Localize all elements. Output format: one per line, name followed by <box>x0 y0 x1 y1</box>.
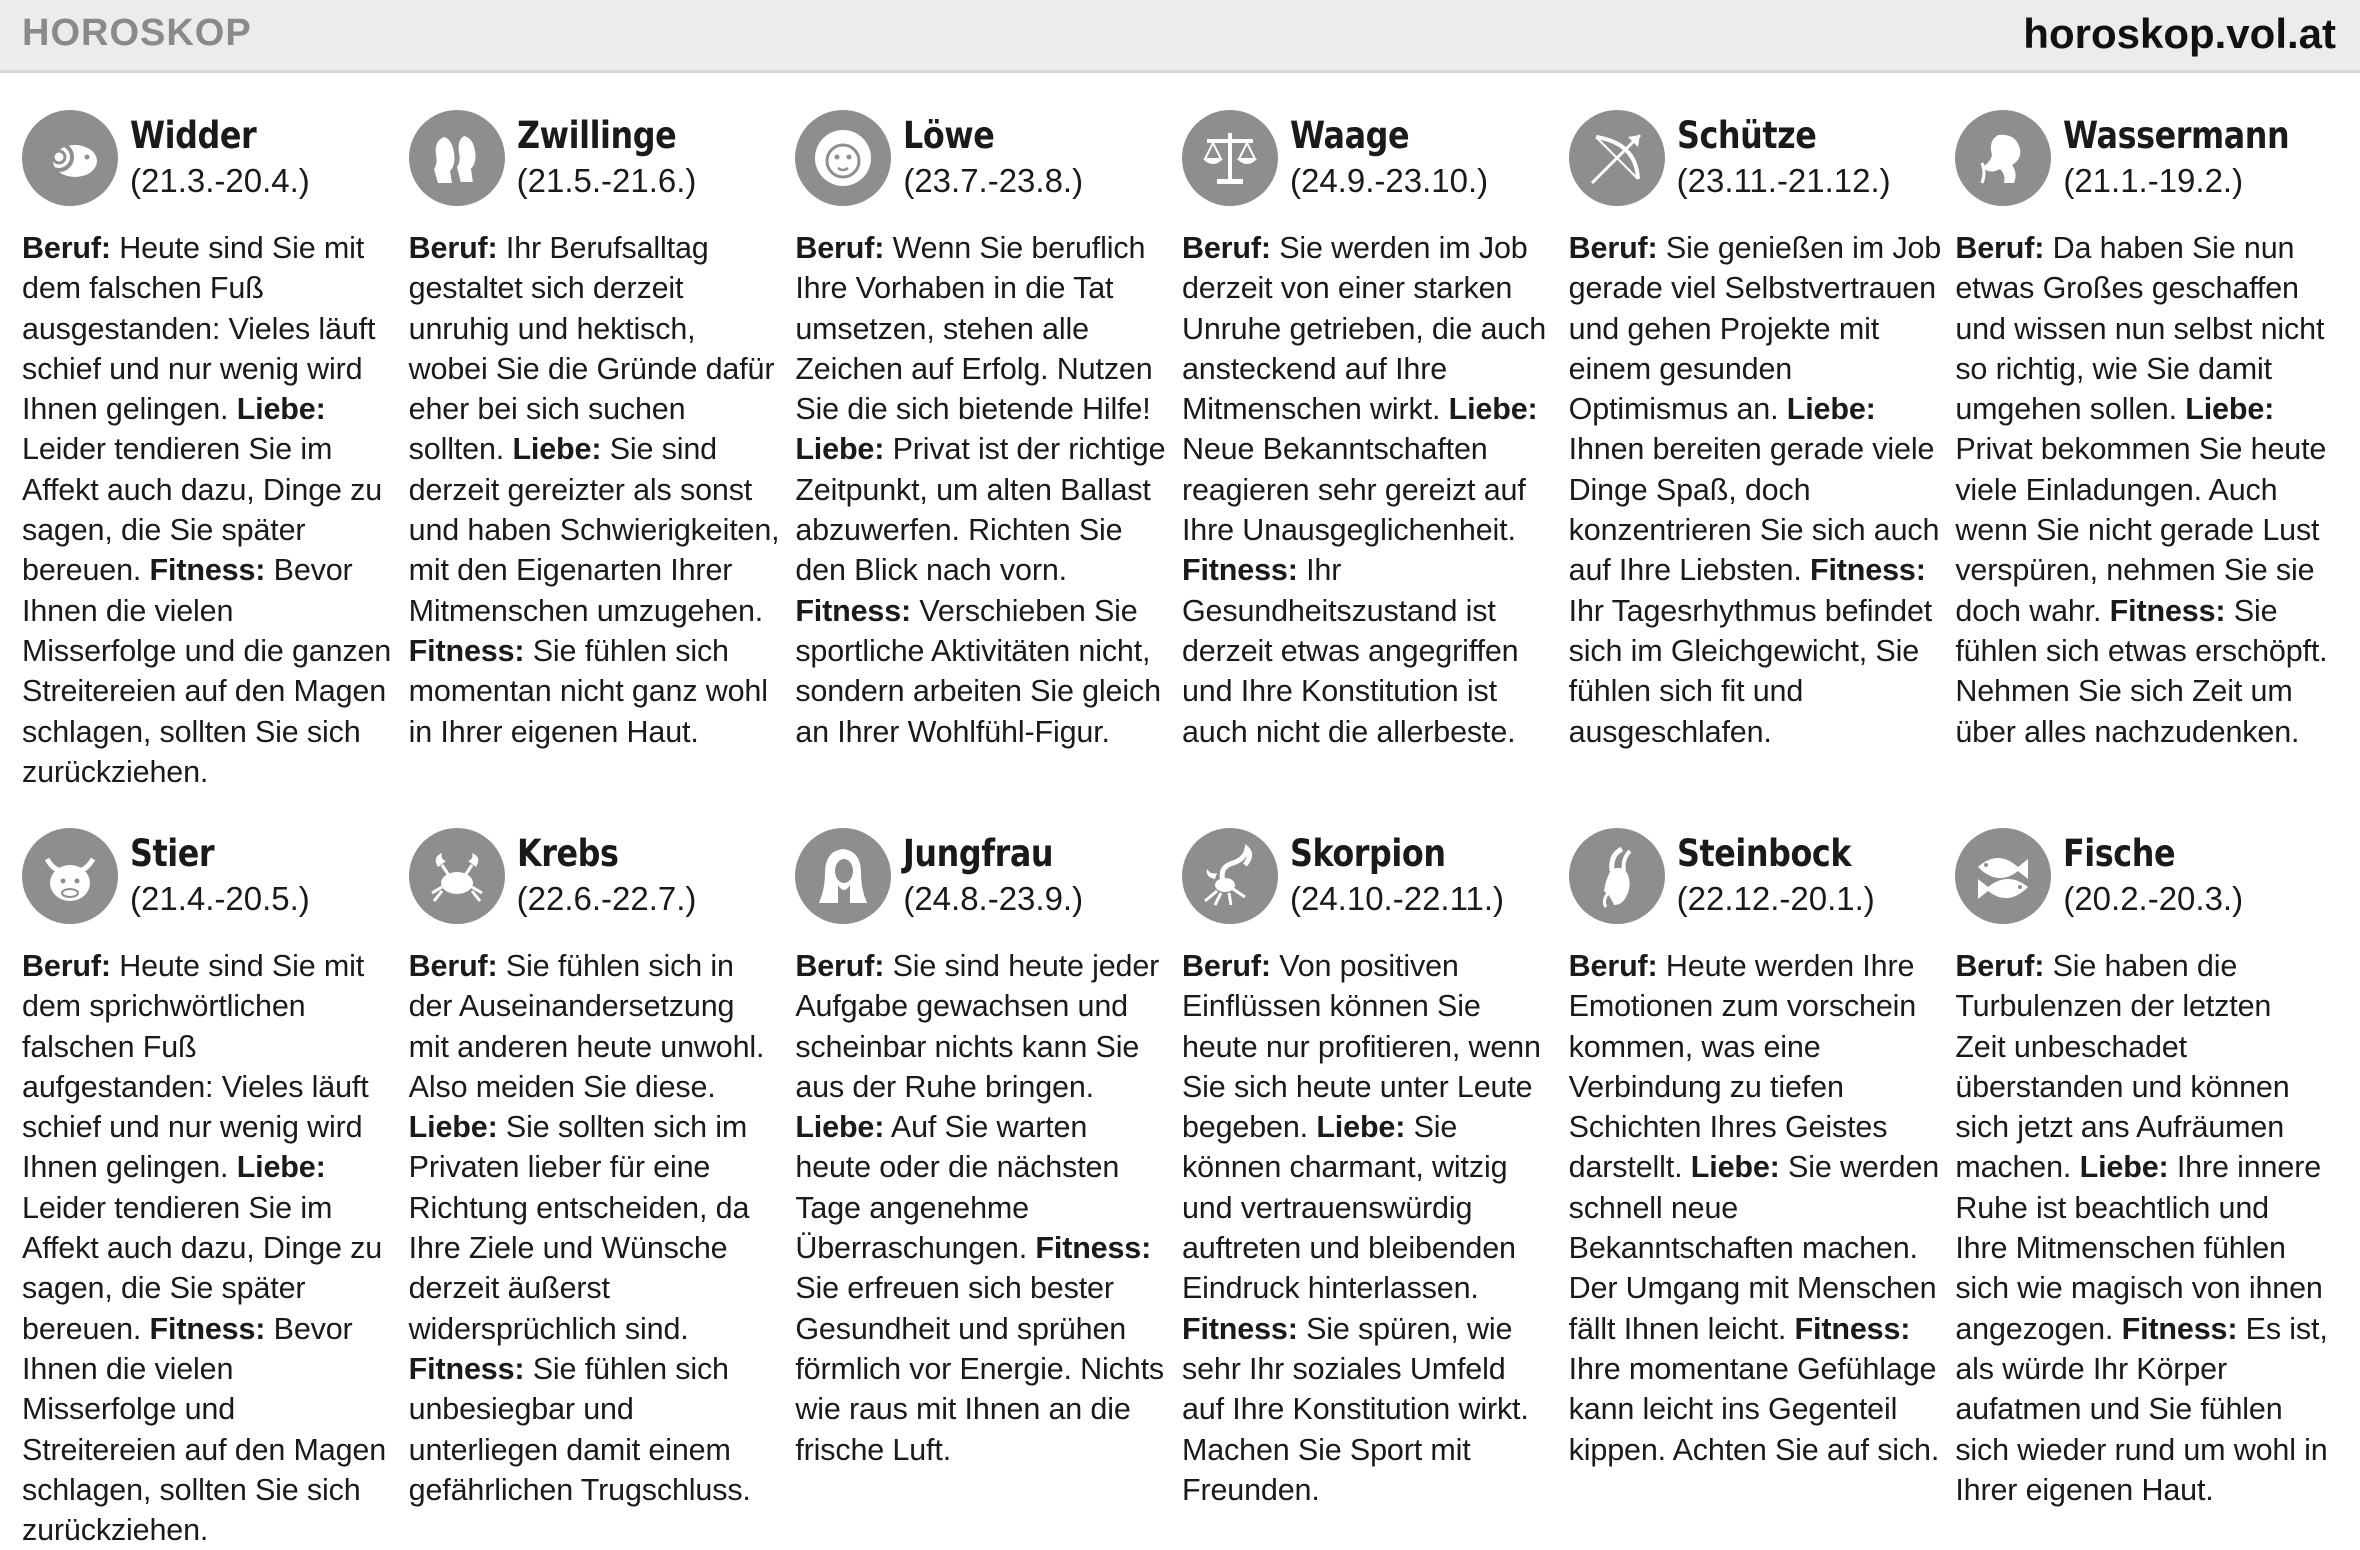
sign-dates: (21.1.-19.2.) <box>2063 162 2244 199</box>
liebe-label: Liebe: <box>1786 392 1876 427</box>
fitness-label: Fitness: <box>149 1311 266 1346</box>
fitness-text: Ihr Gesundheitszustand ist derzeit etwas angegriffen und Ihre Konstitution ist auch nicht die allerbeste. <box>1181 553 1519 749</box>
liebe-label: Liebe: <box>408 1110 498 1145</box>
sign-header <box>1955 104 2328 214</box>
sign-name: Jungfrau <box>903 832 1054 875</box>
sign-header <box>409 104 782 214</box>
liebe-text: Privat ist der richtige Zeitpunkt, um alten Ballast abzuwerfen. Richten Sie den Blick nach vorn. <box>795 432 1166 588</box>
sign-header <box>1182 822 1555 932</box>
sign-name: Löwe <box>903 114 995 157</box>
fitness-label: Fitness: <box>149 553 266 588</box>
sign-text <box>1955 946 2328 1510</box>
sign-dates: (24.8.-23.9.) <box>903 880 1084 917</box>
fitness-text: Bevor Ihnen die vielen Misserfolge und die ganzen Streitereien auf den Magen schlagen, sollten Sie sich zurückziehen. <box>22 553 392 789</box>
sign-text <box>795 946 1168 1470</box>
sign-text <box>409 946 782 1510</box>
sign-dates: (21.4.-20.5.) <box>130 880 310 917</box>
sign-name: Steinbock <box>1676 832 1851 875</box>
liebe-label: Liebe: <box>2185 392 2275 427</box>
fitness-text: Es ist, als würde Ihr Körper aufatmen und Sie fühlen sich wieder rund um wohl in Ihrer eigenen Haut. <box>1955 1311 2328 1507</box>
fitness-text: Sie erfreuen sich bester Gesundheit und sprühen förmlich vor Energie. Nichts wie raus mit Ihnen an die frische Luft. <box>795 1271 1165 1467</box>
beruf-text: Da haben Sie nun etwas Großes geschaffen und wissen nun selbst nicht so richtig, wie Sie damit umgehen sollen. <box>1955 231 2325 427</box>
sign-dates: (21.5.-21.6.) <box>516 162 697 199</box>
sign-krebs <box>409 822 796 1522</box>
fitness-label: Fitness: <box>1809 553 1926 588</box>
beruf-label: Beruf: <box>1568 231 1658 265</box>
beruf-text: Sie genießen im Job gerade viel Selbstvertrauen und gehen Projekte mit einem gesunden Optimismus an. <box>1568 231 1942 427</box>
sign-dates: (23.11.-21.12.) <box>1676 162 1891 199</box>
liebe-text: Auf Sie warten heute oder die nächsten Tage angenehme Überraschungen. <box>795 1110 1120 1266</box>
sign-skorpion <box>1182 822 1569 1522</box>
liebe-label: Liebe: <box>236 1150 326 1185</box>
sign-dates: (24.10.-22.11.) <box>1289 880 1505 917</box>
sign-schuetze <box>1569 104 1956 822</box>
bull-icon <box>22 828 118 924</box>
section-title: HOROSKOP <box>22 12 252 54</box>
scorpion-icon <box>1182 828 1278 924</box>
liebe-text: Sie sollten sich im Privaten lieber für eine Richtung entscheiden, da Ihre Ziele und Wünsche derzeit äußerst widersprüchlich sind. <box>408 1110 750 1346</box>
sign-text <box>409 228 782 752</box>
sign-text <box>22 946 395 1550</box>
liebe-text: Sie können charmant, witzig und vertrauenswürdig auftreten und bleibenden Eindruck hinterlassen. <box>1181 1110 1516 1306</box>
liebe-label: Liebe: <box>2079 1150 2169 1185</box>
beruf-text: Wenn Sie beruflich Ihre Vorhaben in die Tat umsetzen, stehen alle Zeichen auf Erfolg. Nutzen Sie die sich bietende Hilfe! <box>795 231 1153 427</box>
sign-header <box>1569 104 1942 214</box>
liebe-text: Privat bekommen Sie heute viele Einladungen. Auch wenn Sie nicht gerade Lust verspüren, nehmen Sie sie doch wahr. <box>1955 432 2327 628</box>
fitness-text: Verschieben Sie sportliche Aktivitäten nicht, sondern arbeiten Sie gleich an Ihrer Wohlfühl-Figur. <box>795 593 1161 749</box>
beruf-text: Heute sind Sie mit dem sprichwörtlichen falschen Fuß aufgestanden: Vieles läuft schief und nur wenig wird Ihnen gelingen. <box>22 949 369 1185</box>
sign-text <box>22 228 395 792</box>
sign-name: Skorpion <box>1289 832 1446 875</box>
beruf-label: Beruf: <box>1568 949 1658 983</box>
fitness-text: Sie spüren, wie sehr Ihr soziales Umfeld auf Ihre Konstitution wirkt. Machen Sie Sport mit Freunden. <box>1181 1311 1529 1507</box>
beruf-text: Sie fühlen sich in der Auseinandersetzung mit anderen heute unwohl. Also meiden Sie diese. <box>408 949 765 1104</box>
beruf-label: Beruf: <box>408 949 498 983</box>
liebe-label: Liebe: <box>1448 392 1538 427</box>
beruf-label: Beruf: <box>22 949 111 983</box>
sign-zwillinge <box>409 104 796 822</box>
beruf-label: Beruf: <box>1181 949 1271 983</box>
fish-icon <box>1955 828 2051 924</box>
liebe-label: Liebe: <box>1316 1110 1406 1145</box>
sign-name: Stier <box>130 832 215 875</box>
sign-name: Zwillinge <box>516 114 676 157</box>
sign-header <box>22 822 395 932</box>
sign-text <box>1569 228 1942 752</box>
beruf-text: Sie haben die Turbulenzen der letzten Zeit unbeschadet überstanden und können sich jetzt ans Aufräumen machen. <box>1955 949 2290 1185</box>
sign-name: Krebs <box>516 832 619 875</box>
scales-icon <box>1182 110 1278 206</box>
sign-header <box>22 104 395 214</box>
sign-text <box>795 228 1168 752</box>
ram-icon <box>22 110 118 206</box>
sign-stier <box>22 822 409 1548</box>
sign-name: Widder <box>130 114 257 157</box>
sign-header <box>795 104 1168 214</box>
beruf-label: Beruf: <box>1955 231 2045 265</box>
horoscope-grid <box>22 104 2342 1548</box>
sign-dates: (22.12.-20.1.) <box>1676 880 1875 917</box>
page-header <box>0 0 2360 73</box>
sign-dates: (24.9.-23.10.) <box>1289 162 1489 199</box>
sign-widder <box>22 104 409 822</box>
water-bearer-icon <box>1955 110 2051 206</box>
fitness-label: Fitness: <box>408 1351 525 1386</box>
sign-text <box>1955 228 2328 752</box>
sign-name: Schütze <box>1676 114 1817 157</box>
beruf-text: Sie werden im Job derzeit von einer starken Unruhe getrieben, die auch ansteckend auf Ihre Mitmenschen wirkt. <box>1181 231 1547 427</box>
fitness-text: Sie fühlen sich momentan nicht ganz wohl in Ihrer eigenen Haut. <box>408 633 768 749</box>
fitness-text: Sie fühlen sich unbesiegbar und unterliegen damit einem gefährlichen Trugschluss. <box>408 1351 751 1507</box>
sign-header <box>795 822 1168 932</box>
beruf-label: Beruf: <box>408 231 498 265</box>
virgin-icon <box>795 828 891 924</box>
liebe-text: Sie sind derzeit gereizter als sonst und haben Schwierigkeiten, mit den Eigenarten Ihrer Mitmenschen umzugehen. <box>408 432 780 628</box>
sign-header <box>409 822 782 932</box>
fitness-label: Fitness: <box>1035 1231 1152 1266</box>
fitness-text: Ihr Tagesrhythmus befindet sich im Gleichgewicht, Sie fühlen sich fit und ausgeschlafen. <box>1568 593 1933 749</box>
liebe-text: Ihre innere Ruhe ist beachtlich und Ihre Mitmenschen fühlen sich wie magisch von ihnen angezogen. <box>1955 1150 2323 1346</box>
sign-name: Waage <box>1289 114 1410 157</box>
beruf-text: Ihr Berufsalltag gestaltet sich derzeit unruhig und hektisch, wobei Sie die Gründe dafür eher bei sich suchen sollten. <box>408 231 775 467</box>
beruf-label: Beruf: <box>22 231 111 265</box>
liebe-text: Neue Bekanntschaften reagieren sehr gereizt auf Ihre Unausgeglichenheit. <box>1181 432 1526 548</box>
sign-fische <box>1955 822 2342 1522</box>
sign-header <box>1955 822 2328 932</box>
liebe-label: Liebe: <box>795 432 885 467</box>
fitness-label: Fitness: <box>2109 593 2226 628</box>
sign-text <box>1182 946 1555 1510</box>
beruf-text: Heute werden Ihre Emotionen zum vorschein kommen, was eine Verbindung zu tiefen Schichten Ihres Geistes darstellt. <box>1568 949 1917 1185</box>
liebe-label: Liebe: <box>512 432 602 467</box>
liebe-label: Liebe: <box>236 392 326 427</box>
sign-header <box>1569 822 1942 932</box>
goat-icon <box>1569 828 1665 924</box>
sign-loewe <box>795 104 1182 822</box>
liebe-text: Ihnen bereiten gerade viele Dinge Spaß, doch konzentrieren Sie sich auch auf Ihre Liebsten. <box>1568 432 1940 588</box>
sign-name: Fische <box>2063 832 2176 875</box>
sign-waage <box>1182 104 1569 822</box>
fitness-label: Fitness: <box>1794 1311 1911 1346</box>
site-url[interactable]: horoskop.vol.at <box>2023 10 2336 57</box>
fitness-text: Bevor Ihnen die vielen Misserfolge und Streitereien auf den Magen schlagen, sollten Sie sich zurückziehen. <box>22 1311 387 1548</box>
fitness-label: Fitness: <box>1181 553 1298 588</box>
sign-dates: (23.7.-23.8.) <box>903 162 1084 199</box>
sign-text <box>1569 946 1942 1470</box>
liebe-text: Sie werden schnell neue Bekanntschaften machen. Der Umgang mit Menschen fällt Ihnen leicht. <box>1568 1150 1940 1346</box>
liebe-label: Liebe: <box>795 1110 885 1145</box>
sign-steinbock <box>1569 822 1956 1522</box>
sign-name: Wassermann <box>2063 114 2290 157</box>
beruf-label: Beruf: <box>1181 231 1271 265</box>
sign-jungfrau <box>795 822 1182 1522</box>
fitness-label: Fitness: <box>795 593 912 628</box>
crab-icon <box>409 828 505 924</box>
sign-dates: (20.2.-20.3.) <box>2063 880 2244 917</box>
beruf-text: Von positiven Einflüssen können Sie heute nur profitieren, wenn Sie sich heute unter Leute begeben. <box>1181 949 1541 1145</box>
fitness-label: Fitness: <box>408 633 525 668</box>
beruf-text: Heute sind Sie mit dem falschen Fuß ausgestanden: Vieles läuft schief und nur wenig wird Ihnen gelingen. <box>22 231 376 427</box>
liebe-text: Leider tendieren Sie im Affekt auch dazu, Dinge zu sagen, die Sie später bereuen. <box>22 432 383 588</box>
beruf-text: Sie sind heute jeder Aufgabe gewachsen und scheinbar nichts kann Sie aus der Ruhe bringen. <box>795 949 1160 1104</box>
fitness-label: Fitness: <box>2121 1311 2238 1346</box>
fitness-text: Sie fühlen sich etwas erschöpft. Nehmen Sie sich Zeit um über alles nachzudenken. <box>1955 593 2328 749</box>
liebe-text: Leider tendieren Sie im Affekt auch dazu, Dinge zu sagen, die Sie später bereuen. <box>22 1190 383 1346</box>
sign-dates: (22.6.-22.7.) <box>516 880 697 917</box>
liebe-label: Liebe: <box>1690 1150 1780 1185</box>
sign-wassermann <box>1955 104 2342 822</box>
sign-text <box>1182 228 1555 752</box>
archer-icon <box>1569 110 1665 206</box>
fitness-text: Ihre momentane Gefühlage kann leicht ins Gegenteil kippen. Achten Sie auf sich. <box>1568 1351 1940 1467</box>
beruf-label: Beruf: <box>795 949 885 983</box>
lion-icon <box>795 110 891 206</box>
twins-icon <box>409 110 505 206</box>
sign-dates: (21.3.-20.4.) <box>130 162 310 199</box>
beruf-label: Beruf: <box>1955 949 2045 983</box>
sign-header <box>1182 104 1555 214</box>
beruf-label: Beruf: <box>795 231 885 265</box>
fitness-label: Fitness: <box>1181 1311 1298 1346</box>
